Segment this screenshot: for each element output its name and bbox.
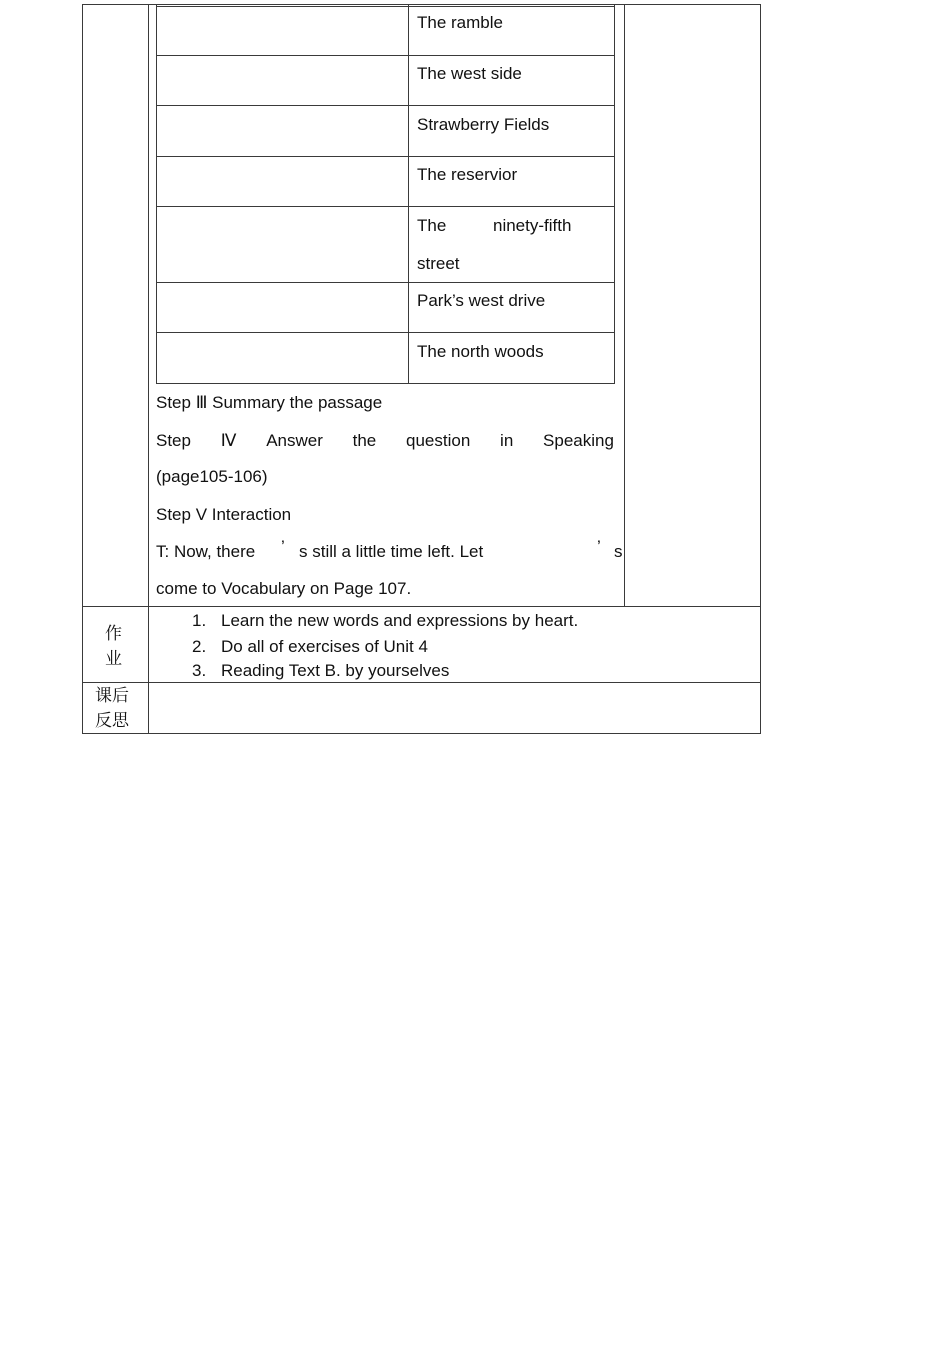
teacher-apostrophe: ’: [597, 537, 601, 556]
homework-item-number: 2.: [192, 637, 207, 656]
table-cell: The reservior: [417, 165, 518, 184]
table-cell: The north woods: [417, 342, 544, 361]
inner-row-line: [156, 156, 615, 157]
homework-item: Learn the new words and expressions by heart.: [221, 611, 579, 630]
homework-item: Do all of exercises of Unit 4: [221, 637, 428, 656]
step-4-word: Step: [156, 431, 191, 450]
inner-border-right: [614, 4, 615, 384]
step-5: Step V Interaction: [156, 505, 292, 524]
table-cell: Strawberry Fields: [417, 115, 550, 134]
inner-border-mid: [408, 4, 409, 384]
table-cell: The ramble: [417, 13, 503, 32]
homework-label: 业: [105, 649, 122, 669]
homework-label: 作: [105, 624, 122, 644]
step-4-word: Ⅳ: [220, 431, 237, 450]
inner-row-line: [156, 332, 615, 333]
step-4-word: the: [352, 431, 377, 450]
homework-item: Reading Text B. by yourselves: [221, 661, 450, 680]
table-cell: The: [417, 216, 447, 235]
inner-row-line: [156, 383, 615, 384]
inner-row-line: [156, 105, 615, 106]
step-3: Step Ⅲ Summary the passage: [156, 393, 383, 412]
teacher-apostrophe: ’: [281, 537, 285, 556]
reflection-label: 反思: [95, 711, 129, 731]
notes-column-divider: [624, 4, 625, 607]
outer-border-bottom: [82, 733, 761, 734]
table-cell: Park’s west drive: [417, 291, 546, 310]
inner-border-left: [156, 4, 157, 384]
homework-item-number: 1.: [192, 611, 207, 630]
label-column-divider: [148, 4, 149, 734]
teacher-line-a: T: Now, there: [156, 542, 256, 561]
teacher-line-2: come to Vocabulary on Page 107.: [156, 579, 412, 598]
table-cell: The west side: [417, 64, 522, 83]
step-4: [156, 431, 614, 451]
outer-border-right: [760, 4, 761, 734]
row-divider-reflection: [82, 682, 761, 683]
step-4-word: question: [406, 431, 471, 450]
table-cell: street: [417, 254, 460, 273]
table-cell: ninety-fifth: [493, 216, 572, 235]
teacher-line-b: s still a little time left. Let: [299, 542, 484, 561]
reflection-label: 课后: [95, 686, 129, 706]
inner-row-line: [156, 6, 615, 7]
inner-row-line: [156, 206, 615, 207]
inner-row-line: [156, 55, 615, 56]
homework-item-number: 3.: [192, 661, 207, 680]
step-4-word: Speaking: [543, 431, 614, 450]
teacher-line-c: s: [614, 542, 623, 561]
outer-border-top: [82, 4, 761, 5]
inner-row-line: [156, 282, 615, 283]
step-4-continued: (page105-106): [156, 467, 268, 486]
step-4-word: Answer: [266, 431, 323, 450]
row-divider-homework: [82, 606, 761, 607]
step-4-word: in: [500, 431, 514, 450]
outer-border-left: [82, 4, 83, 734]
